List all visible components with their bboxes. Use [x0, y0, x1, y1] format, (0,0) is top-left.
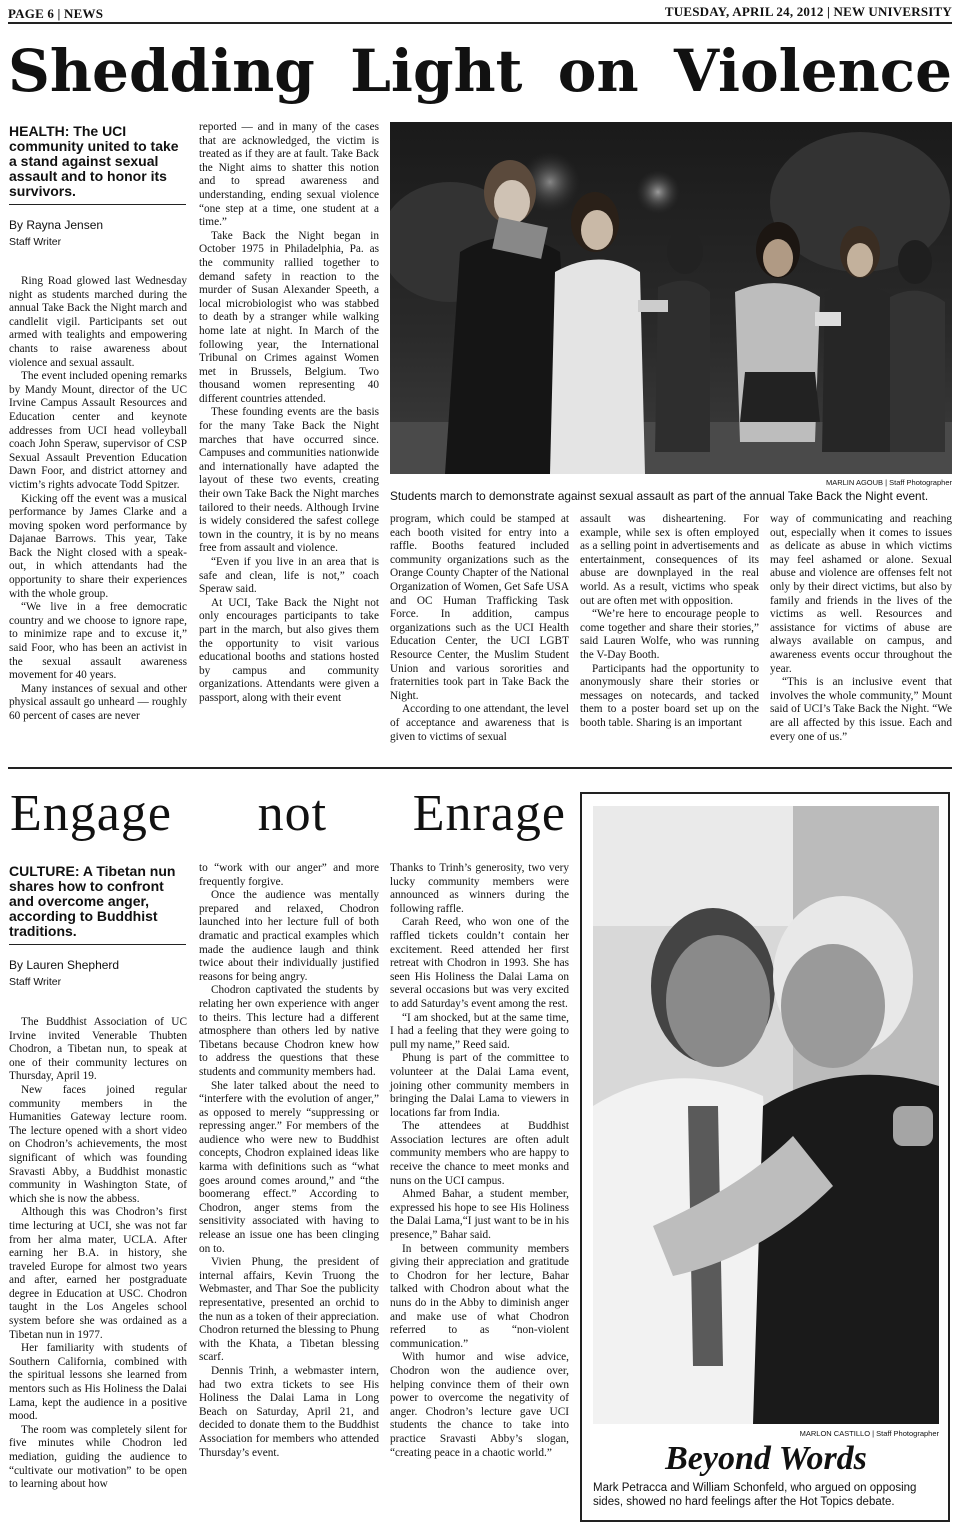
paragraph: way of communicating and reaching out, especially when it comes to issues as delicate as abuse in which victims may feel ashamed or alone. Sexual abuse and violence are offenses felt not only by their direct victims, but also by family and friends in the lives of the victims as well. Resources and assistance for victims of abuse are always available on campus, and awareness events occur throughout the year. [770, 513, 952, 675]
story2-byline-role: Staff Writer [9, 976, 62, 988]
paragraph: “This is an inclusive event that involves the whole community,” Mount said of UCI’s Take Back the Night. “We are all affected by this issue. Each and every one of us.” [770, 676, 952, 743]
paragraph: Chodron captivated the students by relating her own experience with anger to theirs. This lecture had a different atmosphere than others led by native Tibetans because Chodron knew how to address the questions that these students and community members had. [199, 984, 379, 1078]
paragraph: “Even if you live in an area that is safe and clean, life is not,” coach Speraw said. [199, 556, 379, 596]
paragraph: assault was disheartening. For example, while sex is often employed as a selling point in advertisements and entertainment, consequences of its abuse are downplayed in the real world. As a result, victims who speak out are often met with opposition. [580, 513, 759, 607]
story1-byline: By Rayna Jensen [9, 218, 104, 232]
paragraph: The attendees at Buddhist Association lectures are often adult community members who are happy to receive the chance to meet monks and nuns on the UCI campus. [390, 1120, 569, 1187]
paragraph: Ring Road glowed last Wednesday night as students marched during the annual Take Back the Night march and candlelit vigil. Participants set out armed with tealights and empowering chants to raise awareness about violence and sexual assault. [9, 275, 187, 369]
story1-column-1 [9, 275, 187, 751]
story2-byline: By Lauren Shepherd [9, 958, 120, 972]
deck-rule [9, 204, 186, 205]
paragraph: “We live in a free democratic country and we choose to ignore rape, to minimize rape and to excuse it,” said Foor, who has been an activist in the sexual assault awareness movement for 40 years. [9, 601, 187, 682]
paragraph: Carah Reed, who won one of the raffled tickets couldn’t contain her excitement. Reed attended her first retreat with Chodron in 1993. She has seen His Holiness the Dalai Lama on several occasions but was very excited to add Saturday’s event among the rest. [390, 916, 569, 1010]
paragraph: With humor and wise advice, Chodron won the audience over, helping convince them of their own power to overcome the negativity of anger. Chodron’s lecture gave UCI students the chance to take into practice Sravasti Abby’s slogan, “creating peace in a chaotic world.” [390, 1351, 569, 1459]
issue-date-label: TUESDAY, APRIL 24, 2012 | NEW UNIVERSITY [664, 4, 952, 19]
paragraph: According to one attendant, the level of acceptance and awareness that is given to victims of sexual [390, 703, 569, 743]
paragraph: Participants had the opportunity to anonymously share their stories or messages on notecards, and tacked them to a poster board set up on the booth table. Sharing is an important [580, 662, 759, 729]
story1-headline-word: Light [350, 37, 523, 105]
story2-column-1 [9, 1016, 187, 1528]
story2-headline-word: Engage [10, 785, 172, 842]
paragraph: Kicking off the event was a musical performance by James Clarke and a moving spoken word performance by Dajanae Barrows. This year, Take Back the Night closed with a speak-out, in which attendants had the opportunity to share their experiences with the whole group. [9, 492, 187, 600]
sidebar-caption: Mark Petracca and William Schonfeld, who argued on opposing sides, showed no hard feelings after the Hot Topics debate. [593, 1482, 917, 1508]
paragraph: to “work with our anger” and more frequently forgive. [199, 862, 379, 888]
paragraph: Many instances of sexual and other physical assault go unheard — roughly 60 percent of cases are never [9, 682, 187, 722]
paragraph: Ahmed Bahar, a student member, expressed his hope to see His Holiness the Dalai Lama,“I just want to be in his presence,” Bahar said. [390, 1188, 569, 1242]
story2-deck: CULTURE: A Tibetan nun shares how to confront and overcome anger, according to Buddhist traditions. [9, 863, 176, 939]
story1-headline [8, 37, 952, 105]
page-section-label: PAGE 6 | NEWS [8, 6, 104, 21]
story1-headline-word: on [557, 37, 639, 105]
paragraph: The event included opening remarks by Mandy Mount, director of the UC Irvine Campus Assault Resources and Education center and keynote addresses from UCI head volleyball coach John Speraw, supervisor of CSP Sexual Assault Prevention Education Dawn Foor, and district attorney and victim’s rights advocate Todd Spitzer. [9, 370, 187, 491]
paragraph: program, which could be stamped at each booth visited for entry into a raffle. Booths featured included community organizations such as the Orange County Chapter of the National Organization of Women, Get Safe USA and OC Human Trafficking Task Force. In addition, campus organizations such as the UCI Health Education Center, the UCI LGBT Resource Center, the Muslim Student Union and various sororities and fraternities took part in Take Back the Night. [390, 513, 569, 702]
header-rule [8, 22, 952, 24]
sidebar-photo-credit: MARLON CASTILLO | Staff Photographer [799, 1429, 939, 1438]
paragraph: reported — and in many of the cases that are acknowledged, the victim is treated as if they are at fault. Take Back the Night aims to shatter this notion and to spread awareness and understanding, ending sexual violence “one step at a time, one student at a time.” [199, 121, 379, 229]
paragraph: “We’re here to encourage people to come together and share their stories,” said Lauren Wolfe, who was running the V-Day Booth. [580, 608, 759, 661]
paragraph: Thanks to Trinh’s generosity, two very lucky community members were announced as winners during the following raffle. [390, 862, 569, 915]
paragraph: Phung is part of the committee to volunteer at the Dalai Lama event, joining other community members in bringing the Dalai Lama to viewers in locations far from India. [390, 1052, 569, 1119]
paragraph: New faces joined regular community members in the Humanities Gateway lecture room. The lecture opened with a short video on Chodron’s achievements, the most significant of which was founding Sravasti Abby, a Buddhist monastic community in Washington State, of which she is now the abbess. [9, 1083, 187, 1205]
paragraph: She later talked about the need to “interfere with the evolution of anger,” as opposed to merely “suppressing or repressing anger.” For members of the audience who were new to Buddhist concepts, Chodron explained ideas like karma with definitions such as “what goes around comes around,” and “the boomerang effect.” According to Chodron, anger stems from the sensitivity associated with having to release an issue one has been clinging on to. [199, 1079, 379, 1255]
paragraph: Take Back the Night began in October 1975 in Philadelphia, Pa. as the community rallied together to demand safety in reaction to the murder of Susan Alexander Speeth, a local microbiologist who was stabbed to death by a stranger while walking home late at night. In March of the following year, the International Tribunal on Crimes against Women met in Brussels, Belgium. Two thousand women representing 40 different countries attended. [199, 229, 379, 405]
story2-column-3 [390, 862, 569, 1528]
story2-headline-word: Enrage [412, 785, 566, 842]
paragraph: The Buddhist Association of UC Irvine invited Venerable Thubten Chodron, a Tibetan nun, to speak at one of their community lectures on Thursday, April 19. [9, 1016, 187, 1083]
story1-deck: HEALTH: The UCI community united to take a stand against sexual assault and to honor its survivors. [9, 123, 179, 199]
paragraph: At UCI, Take Back the Night not only encourages participants to take part in the march, but also gives them the opportunity to visit various educational booths and stations hosted by campus and community organizations. Attendants were given a passport, along with their event [199, 596, 379, 704]
take-back-the-night-photo [390, 122, 952, 474]
section-divider [8, 767, 952, 769]
story1-column-2 [199, 121, 379, 751]
story1-headline-word: Violence [673, 37, 952, 105]
story1-column-3 [390, 513, 569, 751]
story1-headline-word: Shedding [8, 37, 315, 105]
paragraph: Vivien Phung, the president of internal affairs, Kevin Truong the Webmaster, and Thar Soe the publicity representative, presented an orchid to the nun as a token of their appreciation. Chodron returned the blessing to Phung with the Khata, a Tibetan blessing scarf. [199, 1256, 379, 1364]
story2-headline [10, 786, 566, 842]
story1-column-5 [770, 513, 952, 751]
paragraph: Once the audience was mentally prepared and relaxed, Chodron launched into her lecture full of both dramatic and practical examples which made the audience laugh and think twice about their individually justified reasons for being angry. [199, 889, 379, 983]
deck-rule [9, 944, 186, 945]
paragraph: The room was completely silent for five minutes while Chodron led mediation, guiding the audience to “cultivate our motivation” to be open to learning about how [9, 1423, 187, 1491]
story1-photo-credit: MARLIN AGOUB | Staff Photographer [825, 478, 952, 487]
story1-byline-role: Staff Writer [9, 236, 62, 248]
paragraph: These founding events are the basis for the many Take Back the Night marches that have occurred since. Campuses and communities nationwide and internationally have adapted the layout of these two events, creating their own Take Back the Night marches tailored to their needs. Although Irvine is widely considered the safest college town in the country, it is by no means free from assault and violence. [199, 406, 379, 555]
paragraph: In between community members giving their appreciation and gratitude to Chodron for her lecture, Bahar talked with Chodron about what the nuns do in the Abby to diminish anger and make use of what Chodron referred to as “non-violent communication.” [390, 1242, 569, 1350]
paragraph: Her familiarity with students of Southern California, combined with the spiritual lessons she learned from mentors such as His Holiness the Dalai Lama, kept the audience in a positive mood. [9, 1342, 187, 1423]
story1-photo-caption: Students march to demonstrate against sexual assault as part of the annual Take Back the Night event. [390, 489, 929, 503]
beyond-words-photo [593, 806, 939, 1424]
paragraph: Dennis Trinh, a webmaster intern, had two extra tickets to see His Holiness the Dalai Lama in Long Beach on Saturday, April 21, and decided to donate them to the Buddhist Association for members who attended Thursday’s event. [199, 1364, 379, 1459]
story2-column-2 [199, 862, 379, 1528]
sidebar-title: Beyond Words [665, 1440, 867, 1477]
story2-headline-word: not [257, 785, 328, 842]
paragraph: “I am shocked, but at the same time, I had a feeling that they were going to pull my name,” Reed said. [390, 1011, 569, 1051]
paragraph: Although this was Chodron’s first time lecturing at UCI, she was not far from her alma mater, UCLA. After earning her B.A. in history, she traveled Europe for almost two years and after, earned her postgraduate degree in Education at USC. Chodron taught in the Los Angeles school system before she was ordained as a Tibetan nun in 1977. [9, 1206, 187, 1341]
story1-column-4 [580, 513, 759, 751]
